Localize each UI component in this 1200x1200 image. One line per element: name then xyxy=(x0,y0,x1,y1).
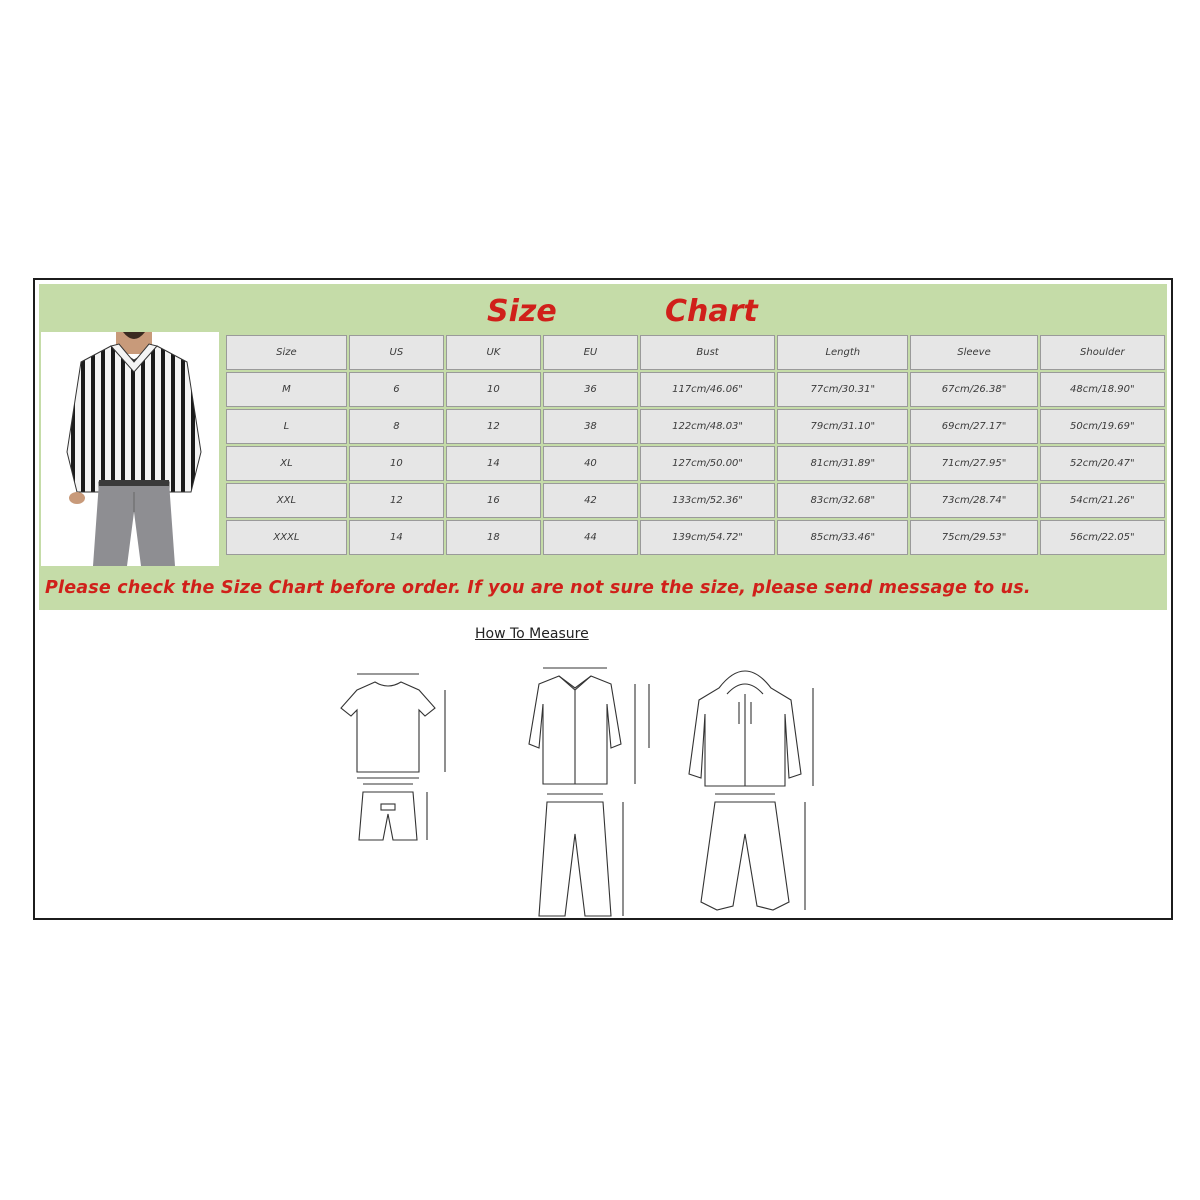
header-cell: US xyxy=(349,335,444,370)
table-cell: 12 xyxy=(446,409,541,444)
title-row xyxy=(39,284,1167,332)
order-notice: Please check the Size Chart before order. If you are not sure the size, please send message to us. xyxy=(45,578,1031,598)
table-cell: 73cm/28.74" xyxy=(910,483,1037,518)
how-to-measure-title: How To Measure xyxy=(475,626,589,642)
table-cell: 48cm/18.90" xyxy=(1040,372,1165,407)
header-cell: Shoulder xyxy=(1040,335,1165,370)
tshirt-diagram xyxy=(341,674,445,778)
table-cell: 36 xyxy=(543,372,638,407)
table-cell: 139cm/54.72" xyxy=(640,520,775,555)
table-cell: 71cm/27.95" xyxy=(910,446,1037,481)
table-cell: 69cm/27.17" xyxy=(910,409,1037,444)
table-cell: 10 xyxy=(349,446,444,481)
header-cell: Length xyxy=(777,335,908,370)
table-row xyxy=(226,520,1165,555)
shirt-diagram xyxy=(529,668,649,784)
table-cell: XXXL xyxy=(226,520,347,555)
table-row xyxy=(226,409,1165,444)
table-cell: 127cm/50.00" xyxy=(640,446,775,481)
table-cell: 12 xyxy=(349,483,444,518)
header-cell: Bust xyxy=(640,335,775,370)
header-cell: UK xyxy=(446,335,541,370)
table-cell: 52cm/20.47" xyxy=(1040,446,1165,481)
table-cell: 42 xyxy=(543,483,638,518)
table-cell: 16 xyxy=(446,483,541,518)
table-cell: 67cm/26.38" xyxy=(910,372,1037,407)
measurement-diagrams xyxy=(295,644,855,922)
table-cell: 8 xyxy=(349,409,444,444)
table-cell: M xyxy=(226,372,347,407)
table-cell: 14 xyxy=(349,520,444,555)
table-row xyxy=(226,483,1165,518)
shorts-diagram xyxy=(359,784,427,840)
joggers-diagram xyxy=(701,794,805,910)
table-cell: 6 xyxy=(349,372,444,407)
table-row xyxy=(226,372,1165,407)
title-size: Size xyxy=(487,294,557,329)
table-cell: 14 xyxy=(446,446,541,481)
table-row xyxy=(226,446,1165,481)
hoodie-diagram xyxy=(689,671,813,786)
size-table xyxy=(224,333,1167,557)
table-cell: 133cm/52.36" xyxy=(640,483,775,518)
table-cell: XXL xyxy=(226,483,347,518)
table-cell: 83cm/32.68" xyxy=(777,483,908,518)
table-cell: 77cm/30.31" xyxy=(777,372,908,407)
table-cell: 122cm/48.03" xyxy=(640,409,775,444)
model-photo xyxy=(41,332,219,566)
table-header-row xyxy=(226,335,1165,370)
table-cell: 10 xyxy=(446,372,541,407)
table-cell: 44 xyxy=(543,520,638,555)
table-cell: 56cm/22.05" xyxy=(1040,520,1165,555)
header-cell: Sleeve xyxy=(910,335,1037,370)
table-cell: 50cm/19.69" xyxy=(1040,409,1165,444)
table-cell: 40 xyxy=(543,446,638,481)
table-cell: 81cm/31.89" xyxy=(777,446,908,481)
table-cell: 38 xyxy=(543,409,638,444)
header-cell: EU xyxy=(543,335,638,370)
header-cell: Size xyxy=(226,335,347,370)
title-chart: Chart xyxy=(665,294,758,329)
table-cell: XL xyxy=(226,446,347,481)
pants-diagram xyxy=(539,794,623,916)
notice-row xyxy=(39,570,1167,610)
table-cell: 75cm/29.53" xyxy=(910,520,1037,555)
table-cell: 54cm/21.26" xyxy=(1040,483,1165,518)
table-cell: 79cm/31.10" xyxy=(777,409,908,444)
table-cell: 85cm/33.46" xyxy=(777,520,908,555)
table-cell: L xyxy=(226,409,347,444)
table-cell: 18 xyxy=(446,520,541,555)
size-chart-frame xyxy=(33,278,1173,920)
size-chart-band xyxy=(39,284,1167,610)
table-cell: 117cm/46.06" xyxy=(640,372,775,407)
